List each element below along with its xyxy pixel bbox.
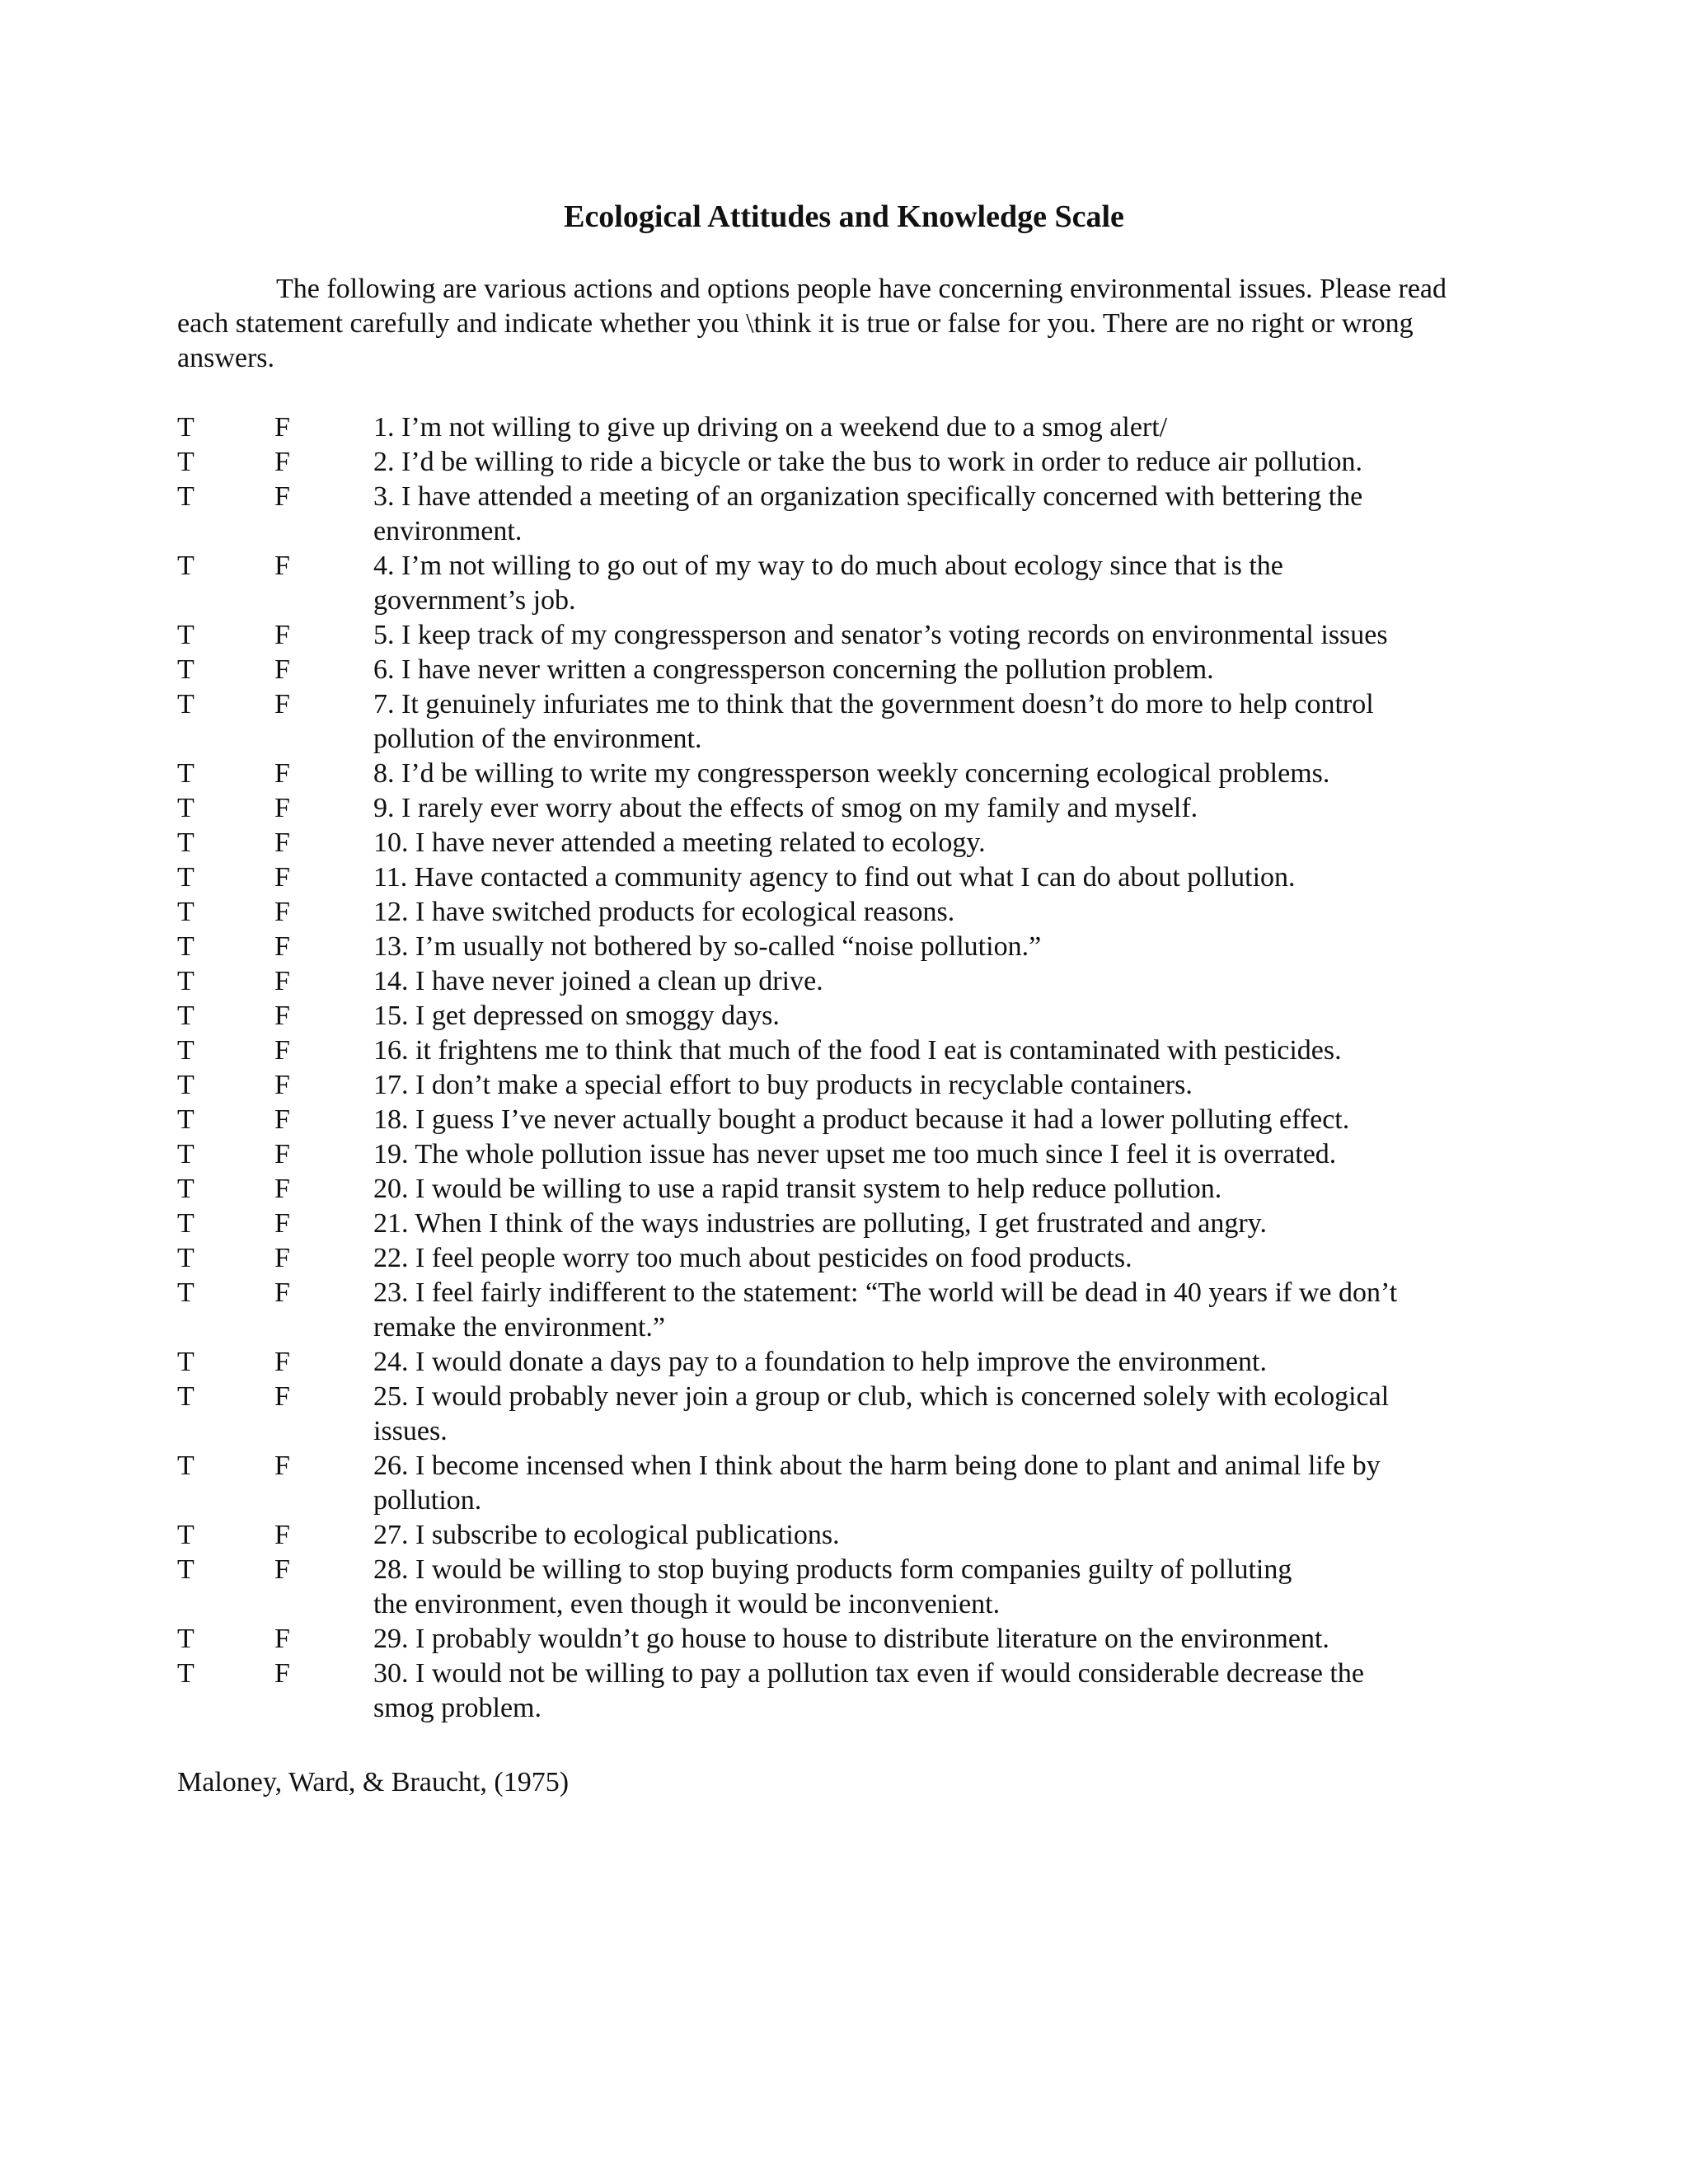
false-option[interactable]: F [274, 689, 290, 719]
true-option[interactable]: T [177, 481, 195, 512]
statement-text: 15. I get depressed on smoggy days. [373, 1001, 780, 1031]
statement-text: 3. I have attended a meeting of an organization specifically concerned with bettering the environment. [373, 481, 1363, 546]
false-option[interactable]: F [274, 412, 290, 443]
statement-row [177, 445, 1512, 480]
true-option[interactable]: T [177, 412, 195, 443]
statement-row [177, 1172, 1512, 1207]
false-option[interactable]: F [274, 1624, 290, 1654]
false-option[interactable]: F [274, 1139, 290, 1169]
true-option[interactable]: T [177, 654, 195, 685]
statement-row [177, 653, 1512, 687]
statement-row [177, 757, 1512, 791]
true-option[interactable]: T [177, 1070, 195, 1100]
statement-text: 30. I would not be willing to pay a pollution tax even if would considerable decrease the smog problem. [373, 1658, 1364, 1723]
statement-row [177, 964, 1512, 999]
statement-row [177, 1657, 1512, 1726]
statement-text: 1. I’m not willing to give up driving on a weekend due to a smog alert/ [373, 412, 1168, 443]
statement-row [177, 1207, 1512, 1241]
statement-text: 23. I feel fairly indifferent to the statement: “The world will be dead in 40 years if we don’t remake the environment.” [373, 1277, 1398, 1343]
statement-text: 26. I become incensed when I think about the harm being done to plant and animal life by pollution. [373, 1451, 1381, 1516]
statement-row [177, 1518, 1512, 1553]
statement-text: 17. I don’t make a special effort to buy products in recyclable containers. [373, 1070, 1193, 1100]
true-option[interactable]: T [177, 1277, 195, 1308]
statement-row [177, 999, 1512, 1033]
true-option[interactable]: T [177, 862, 195, 893]
statement-text: 9. I rarely ever worry about the effects of smog on my family and myself. [373, 793, 1198, 823]
false-option[interactable]: F [274, 1451, 290, 1481]
true-option[interactable]: T [177, 1658, 195, 1689]
true-option[interactable]: T [177, 1347, 195, 1377]
statement-text: 18. I guess I’ve never actually bought a product because it had a lower polluting effect. [373, 1104, 1350, 1135]
statement-row [177, 930, 1512, 964]
statement-text: 21. When I think of the ways industries are polluting, I get frustrated and angry. [373, 1208, 1267, 1239]
statement-text: 25. I would probably never join a group or club, which is concerned solely with ecological issues. [373, 1381, 1390, 1446]
false-option[interactable]: F [274, 447, 290, 477]
false-option[interactable]: F [274, 1174, 290, 1204]
statement-row [177, 618, 1512, 653]
statement-text: 10. I have never attended a meeting related to ecology. [373, 827, 986, 858]
true-option[interactable]: T [177, 620, 195, 650]
true-option[interactable]: T [177, 1208, 195, 1239]
statement-row [177, 410, 1512, 445]
false-option[interactable]: F [274, 1070, 290, 1100]
statement-row [177, 1553, 1512, 1622]
true-option[interactable]: T [177, 447, 195, 477]
statement-text: 20. I would be willing to use a rapid transit system to help reduce pollution. [373, 1174, 1222, 1204]
statement-text: 14. I have never joined a clean up drive. [373, 966, 823, 996]
statement-text: 6. I have never written a congressperson concerning the pollution problem. [373, 654, 1214, 685]
statement-text: 19. The whole pollution issue has never upset me too much since I feel it is overrated. [373, 1139, 1337, 1169]
false-option[interactable]: F [274, 827, 290, 858]
statement-text: 27. I subscribe to ecological publications. [373, 1520, 840, 1550]
false-option[interactable]: F [274, 897, 290, 927]
false-option[interactable]: F [274, 1035, 290, 1066]
true-option[interactable]: T [177, 551, 195, 581]
false-option[interactable]: F [274, 931, 290, 962]
false-option[interactable]: F [274, 551, 290, 581]
true-option[interactable]: T [177, 1174, 195, 1204]
false-option[interactable]: F [274, 758, 290, 789]
statement-row [177, 1137, 1512, 1172]
false-option[interactable]: F [274, 1243, 290, 1273]
true-option[interactable]: T [177, 689, 195, 719]
false-option[interactable]: F [274, 1277, 290, 1308]
statement-text: 5. I keep track of my congressperson and senator’s voting records on environmental issues [373, 620, 1388, 650]
false-option[interactable]: F [274, 1104, 290, 1135]
true-option[interactable]: T [177, 827, 195, 858]
true-option[interactable]: T [177, 1624, 195, 1654]
true-option[interactable]: T [177, 1139, 195, 1169]
statement-text: 29. I probably wouldn’t go house to house to distribute literature on the environment. [373, 1624, 1329, 1654]
statement-text: 24. I would donate a days pay to a foundation to help improve the environment. [373, 1347, 1267, 1377]
statement-row [177, 687, 1512, 757]
statement-text: 12. I have switched products for ecological reasons. [373, 897, 955, 927]
false-option[interactable]: F [274, 1001, 290, 1031]
true-option[interactable]: T [177, 758, 195, 789]
false-option[interactable]: F [274, 1208, 290, 1239]
statement-row [177, 1345, 1512, 1380]
true-option[interactable]: T [177, 1520, 195, 1550]
statement-text: 2. I’d be willing to ride a bicycle or take the bus to work in order to reduce air pollution. [373, 447, 1363, 477]
statement-text: 11. Have contacted a community agency to find out what I can do about pollution. [373, 862, 1296, 893]
false-option[interactable]: F [274, 1554, 290, 1585]
statement-text: 7. It genuinely infuriates me to think that the government doesn’t do more to help control pollution of the environment. [373, 689, 1374, 754]
statement-row [177, 1103, 1512, 1137]
statement-text: 13. I’m usually not bothered by so-called “noise pollution.” [373, 931, 1042, 962]
false-option[interactable]: F [274, 620, 290, 650]
statement-row [177, 549, 1512, 618]
true-option[interactable]: T [177, 1035, 195, 1066]
statement-row [177, 1068, 1512, 1103]
statement-row [177, 1241, 1512, 1276]
false-option[interactable]: F [274, 481, 290, 512]
true-option[interactable]: T [177, 966, 195, 996]
document-title: Ecological Attitudes and Knowledge Scale [564, 199, 1124, 234]
true-option[interactable]: T [177, 931, 195, 962]
true-option[interactable]: T [177, 1243, 195, 1273]
true-option[interactable]: T [177, 1381, 195, 1412]
false-option[interactable]: F [274, 1658, 290, 1689]
statement-row [177, 1276, 1512, 1345]
statement-row [177, 1033, 1512, 1068]
false-option[interactable]: F [274, 1347, 290, 1377]
true-option[interactable]: T [177, 793, 195, 823]
instructions-paragraph: The following are various actions and options people have concerning environmental issues. Please read each statement carefully and indicate whether you \think it is true or false for you. There are no right or wrong answers. [177, 274, 1447, 373]
statement-text: 16. it frightens me to think that much of the food I eat is contaminated with pesticides. [373, 1035, 1342, 1066]
false-option[interactable]: F [274, 1381, 290, 1412]
statement-text: 22. I feel people worry too much about pesticides on food products. [373, 1243, 1132, 1273]
statement-row [177, 826, 1512, 860]
citation: Maloney, Ward, & Braucht, (1975) [177, 1767, 570, 1797]
statement-text: 4. I’m not willing to go out of my way to do much about ecology since that is the government’s job. [373, 551, 1283, 616]
statement-row [177, 1622, 1512, 1657]
statement-row [177, 791, 1512, 826]
false-option[interactable]: F [274, 862, 290, 893]
statement-list [177, 410, 1512, 1726]
true-option[interactable]: T [177, 897, 195, 927]
statement-row [177, 1380, 1512, 1449]
statement-row [177, 895, 1512, 930]
true-option[interactable]: T [177, 1554, 195, 1585]
false-option[interactable]: F [274, 966, 290, 996]
statement-row [177, 480, 1512, 549]
true-option[interactable]: T [177, 1451, 195, 1481]
true-option[interactable]: T [177, 1104, 195, 1135]
statement-text: 8. I’d be willing to write my congressperson weekly concerning ecological problems. [373, 758, 1330, 789]
false-option[interactable]: F [274, 793, 290, 823]
statement-row [177, 1449, 1512, 1518]
statement-row [177, 860, 1512, 895]
false-option[interactable]: F [274, 654, 290, 685]
true-option[interactable]: T [177, 1001, 195, 1031]
statement-text: 28. I would be willing to stop buying products form companies guilty of polluting the environment, even though it would be inconvenient. [373, 1554, 1292, 1619]
false-option[interactable]: F [274, 1520, 290, 1550]
